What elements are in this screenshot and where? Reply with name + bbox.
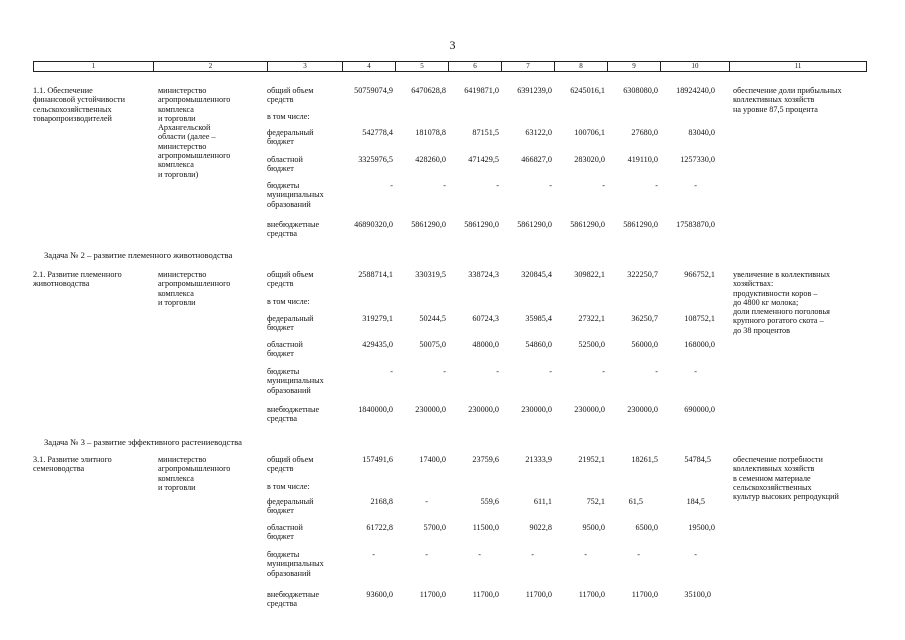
value-y4: 230000,0 <box>574 405 605 414</box>
value-y4: 27322,1 <box>578 314 605 323</box>
header-cell-11: 11 <box>729 62 866 71</box>
value-y3: 5861290,0 <box>517 220 552 229</box>
value-y6-8: 83040,0 <box>688 128 715 137</box>
value-total: 2588714,1 <box>358 270 393 279</box>
value-total: 319279,1 <box>362 314 393 323</box>
value-y1: 6470628,8 <box>411 86 446 95</box>
header-cell-1: 1 <box>91 62 96 70</box>
funding-label: общий объем средств <box>267 86 314 105</box>
funding-label: внебюджетные средства <box>267 590 320 609</box>
header-cell-4: 4 <box>342 62 395 71</box>
value-y5: 27680,0 <box>631 128 658 137</box>
funding-label: федеральный бюджет <box>267 314 314 333</box>
value-y3: 611,1 <box>533 497 552 506</box>
executor-name: министерство агропромышленного комплекса и торговли <box>158 270 231 307</box>
value-y2: - <box>478 550 481 559</box>
value-y2: 230000,0 <box>468 405 499 414</box>
value-y1: 5861290,0 <box>411 220 446 229</box>
value-y1: - <box>443 181 446 190</box>
value-y1: - <box>425 550 428 559</box>
value-y4: 9500,0 <box>582 523 605 532</box>
value-y2: 60724,3 <box>472 314 499 323</box>
value-y2: 23759,6 <box>472 455 499 464</box>
header-cell-3: 3 <box>267 62 342 71</box>
measure-name: 1.1. Обеспечение финансовой устойчивости сельскохозяйственных товаропроизводителей <box>33 86 126 123</box>
value-y6-8: 54784,5 <box>684 455 711 464</box>
value-y3: 9022,8 <box>529 523 552 532</box>
header-cell-6: 6 <box>448 62 501 71</box>
value-y3: 21333,9 <box>525 455 552 464</box>
value-total: 61722,8 <box>366 523 393 532</box>
value-y2: 338724,3 <box>468 270 499 279</box>
value-y3: - <box>549 181 552 190</box>
value-y5: 5861290,0 <box>623 220 658 229</box>
value-y1: 230000,0 <box>415 405 446 414</box>
expected-result: обеспечение доли прибыльных коллективных хозяйств на уровне 87,5 процента <box>733 86 842 114</box>
funding-label: бюджеты муниципальных образований <box>267 181 324 209</box>
value-y3: 11700,0 <box>525 590 552 599</box>
value-y5: 322250,7 <box>627 270 658 279</box>
value-y5: 61,5 <box>628 497 643 506</box>
value-y4: 100706,1 <box>574 128 605 137</box>
value-total: 542778,4 <box>362 128 393 137</box>
executor-name: министерство агропромышленного комплекса и торговли Архангельской области (далее – министерство агропромышленного комплекса и торговли) <box>158 86 231 179</box>
value-y6-8: - <box>694 367 697 376</box>
value-y5: 6308080,0 <box>623 86 658 95</box>
value-y3: 6391239,0 <box>517 86 552 95</box>
value-y6-8: 1257330,0 <box>680 155 715 164</box>
value-y2: 11500,0 <box>472 523 499 532</box>
value-y1: - <box>425 497 428 506</box>
value-y5: - <box>655 367 658 376</box>
funding-label: бюджеты муниципальных образований <box>267 367 324 395</box>
value-total: 3325976,5 <box>358 155 393 164</box>
value-y6-8: 690000,0 <box>684 405 715 414</box>
funding-label: в том числе: <box>267 297 310 306</box>
value-y3: 35985,4 <box>525 314 552 323</box>
value-y2: - <box>496 367 499 376</box>
value-y5: 36250,7 <box>631 314 658 323</box>
value-y2: 11700,0 <box>472 590 499 599</box>
value-total: - <box>390 181 393 190</box>
measure-name: 2.1. Развитие племенного животноводства <box>33 270 122 289</box>
value-y1: 330319,5 <box>415 270 446 279</box>
value-y1: 428260,0 <box>415 155 446 164</box>
value-y6-8: 18924240,0 <box>676 86 715 95</box>
funding-label: в том числе: <box>267 112 310 121</box>
funding-label: областной бюджет <box>267 523 303 542</box>
value-y4: 21952,1 <box>578 455 605 464</box>
value-y6-8: 35100,0 <box>684 590 711 599</box>
header-cell-2: 2 <box>153 62 267 71</box>
value-total: - <box>372 550 375 559</box>
value-y2: 471429,5 <box>468 155 499 164</box>
value-y6-8: 108752,1 <box>684 314 715 323</box>
value-y5: - <box>637 550 640 559</box>
value-y5: 56000,0 <box>631 340 658 349</box>
value-y3: 320845,4 <box>521 270 552 279</box>
value-y3: 54860,0 <box>525 340 552 349</box>
value-total: - <box>390 367 393 376</box>
value-y3: - <box>549 367 552 376</box>
value-y1: 11700,0 <box>419 590 446 599</box>
table-header-row <box>33 61 867 72</box>
header-cell-8: 8 <box>554 62 607 71</box>
value-y3: 63122,0 <box>525 128 552 137</box>
value-total: 1840000,0 <box>358 405 393 414</box>
value-y1: 17400,0 <box>419 455 446 464</box>
header-cell-9: 9 <box>607 62 660 71</box>
value-y6-8: 966752,1 <box>684 270 715 279</box>
value-total: 46890320,0 <box>354 220 393 229</box>
value-y2: 87151,5 <box>472 128 499 137</box>
value-y2: 6419871,0 <box>464 86 499 95</box>
value-y4: - <box>602 367 605 376</box>
value-total: 93600,0 <box>366 590 393 599</box>
value-y4: - <box>584 550 587 559</box>
value-total: 157491,6 <box>362 455 393 464</box>
funding-label: внебюджетные средства <box>267 405 320 424</box>
value-y6-8: - <box>694 181 697 190</box>
funding-label: федеральный бюджет <box>267 497 314 516</box>
value-y4: 283020,0 <box>574 155 605 164</box>
task-heading: Задача № 3 – развитие эффективного растениеводства <box>44 437 242 447</box>
task-heading: Задача № 2 – развитие племенного животноводства <box>44 250 233 260</box>
value-y6-8: 17583870,0 <box>676 220 715 229</box>
value-y5: 6500,0 <box>635 523 658 532</box>
executor-name: министерство агропромышленного комплекса и торговли <box>158 455 231 492</box>
value-y4: 11700,0 <box>578 590 605 599</box>
value-y1: 5700,0 <box>423 523 446 532</box>
funding-label: областной бюджет <box>267 340 303 359</box>
header-cell-5: 5 <box>395 62 448 71</box>
value-y1: 50244,5 <box>419 314 446 323</box>
value-y4: 52500,0 <box>578 340 605 349</box>
value-total: 429435,0 <box>362 340 393 349</box>
value-y2: - <box>496 181 499 190</box>
value-total: 50759074,9 <box>354 86 393 95</box>
value-y5: 230000,0 <box>627 405 658 414</box>
expected-result: обеспечение потребности коллективных хозяйств в семенном материале сельскохозяйственных культур высоких репродукций <box>733 455 839 502</box>
value-y2: 48000,0 <box>472 340 499 349</box>
value-y4: 6245016,1 <box>570 86 605 95</box>
value-y2: 5861290,0 <box>464 220 499 229</box>
funding-label: внебюджетные средства <box>267 220 320 239</box>
value-y1: 50075,0 <box>419 340 446 349</box>
value-y4: 752,1 <box>586 497 605 506</box>
header-cell-7: 7 <box>501 62 554 71</box>
page-number: 3 <box>449 38 456 52</box>
value-y3: 466827,0 <box>521 155 552 164</box>
value-y4: 309822,1 <box>574 270 605 279</box>
funding-label: в том числе: <box>267 482 310 491</box>
header-cell-10: 10 <box>660 62 729 71</box>
value-y1: - <box>443 367 446 376</box>
expected-result: увеличение в коллективных хозяйствах: продуктивности коров – до 4800 кг молока; доли племенного поголовья крупного рогатого скота – до 38 процентов <box>733 270 831 335</box>
value-total: 2168,8 <box>370 497 393 506</box>
funding-label: общий объем средств <box>267 270 314 289</box>
value-y4: 5861290,0 <box>570 220 605 229</box>
value-y6-8: 184,5 <box>686 497 705 506</box>
measure-name: 3.1. Развитие элитного семеноводства <box>33 455 112 474</box>
value-y1: 181078,8 <box>415 128 446 137</box>
funding-label: федеральный бюджет <box>267 128 314 147</box>
value-y5: 18261,5 <box>631 455 658 464</box>
value-y6-8: - <box>694 550 697 559</box>
value-y3: 230000,0 <box>521 405 552 414</box>
funding-label: бюджеты муниципальных образований <box>267 550 324 578</box>
value-y5: 419110,0 <box>627 155 658 164</box>
value-y3: - <box>531 550 534 559</box>
funding-label: областной бюджет <box>267 155 303 174</box>
value-y5: - <box>655 181 658 190</box>
value-y5: 11700,0 <box>631 590 658 599</box>
value-y6-8: 19500,0 <box>688 523 715 532</box>
value-y4: - <box>602 181 605 190</box>
value-y2: 559,6 <box>480 497 499 506</box>
value-y6-8: 168000,0 <box>684 340 715 349</box>
funding-label: общий объем средств <box>267 455 314 474</box>
